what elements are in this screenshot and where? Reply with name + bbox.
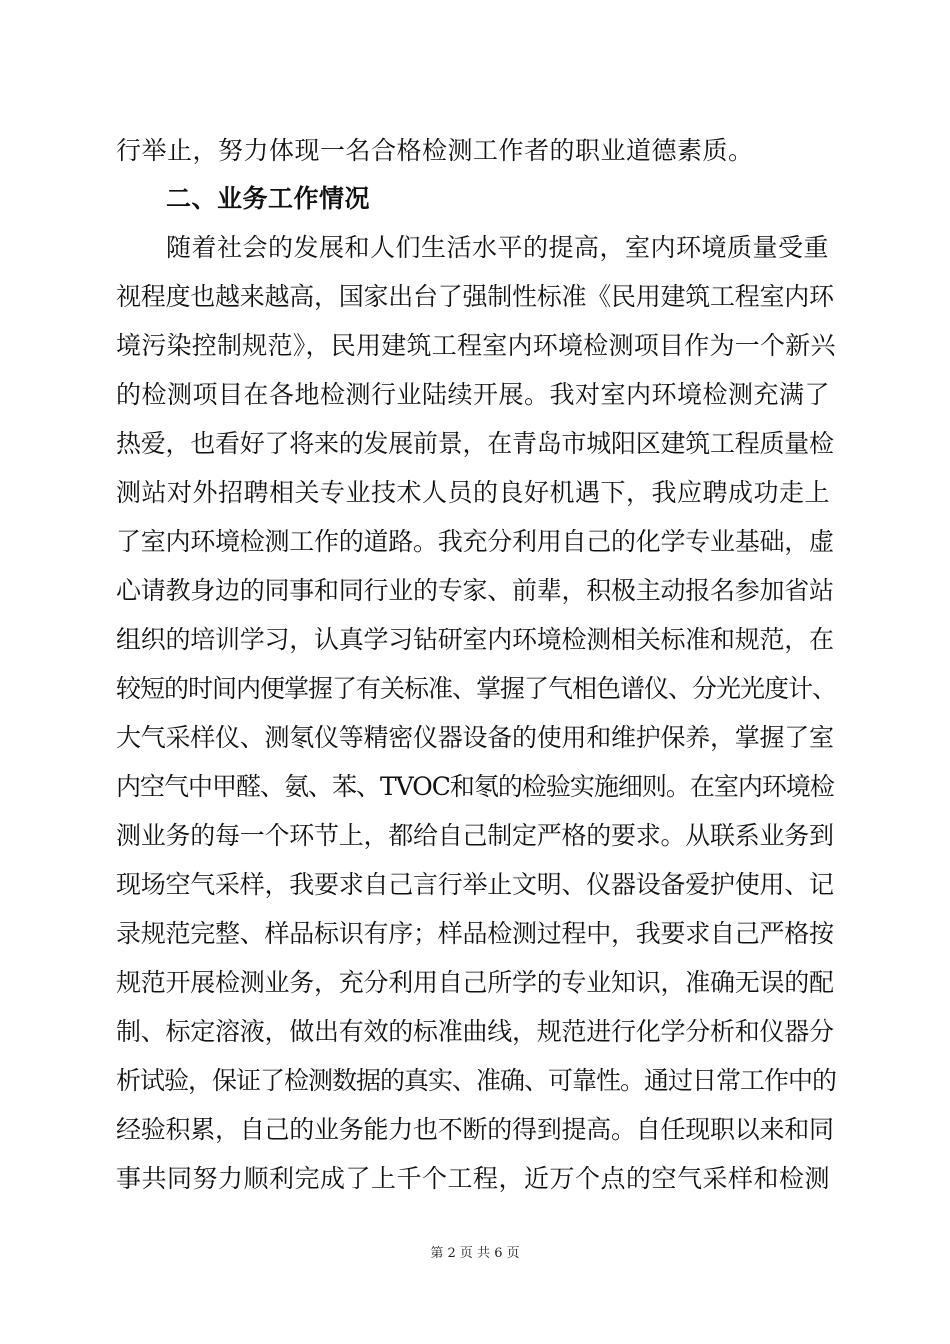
paragraph-line: 内空气中甲醛、氨、苯、TVOC和氡的检验实施细则。在室内环境检 <box>116 772 834 801</box>
paragraph-line: 大气采样仪、测氡仪等精密仪器设备的使用和维护保养，掌握了室 <box>116 723 834 752</box>
paragraph-line: 现场空气采样，我要求自己言行举止文明、仪器设备爱护使用、记 <box>116 870 834 899</box>
page-number-footer: 第 2 页 共 6 页 <box>430 1246 520 1261</box>
paragraph-line: 测站对外招聘相关专业技术人员的良好机遇下，我应聘成功走上 <box>116 478 831 507</box>
paragraph-line: 境污染控制规范》，民用建筑工程室内环境检测项目作为一个新兴 <box>116 331 836 360</box>
paragraph-line: 较短的时间内便掌握了有关标准、掌握了气相色谱仪、分光光度计、 <box>116 674 837 703</box>
paragraph-line: 心请教身边的同事和同行业的专家、前辈，积极主动报名参加省站 <box>116 576 834 605</box>
paragraph-line: 了室内环境检测工作的道路。我充分利用自己的化学专业基础，虚 <box>116 527 834 556</box>
paragraph-line: 事共同努力顺利完成了上千个工程，近万个点的空气采样和检测 <box>116 1164 831 1193</box>
section-heading: 二、业务工作情况 <box>166 184 371 213</box>
paragraph-line: 热爱，也看好了将来的发展前景，在青岛市城阳区建筑工程质量检 <box>116 429 834 458</box>
paragraph-line: 析试验，保证了检测数据的真实、准确、可靠性。通过日常工作中的 <box>116 1066 837 1095</box>
paragraph-line: 规范开展检测业务，充分利用自己所学的专业知识，准确无误的配 <box>116 968 834 997</box>
paragraph-line: 测业务的每一个环节上，都给自己制定严格的要求。从联系业务到 <box>116 821 834 850</box>
paragraph-line: 随着社会的发展和人们生活水平的提高，室内环境质量受重 <box>166 233 830 262</box>
paragraph-line: 组织的培训学习，认真学习钻研室内环境检测相关标准和规范，在 <box>116 625 834 654</box>
paragraph-line: 制、标定溶液，做出有效的标准曲线，规范进行化学分析和仪器分 <box>116 1017 834 1046</box>
paragraph-line: 的检测项目在各地检测行业陆续开展。我对室内环境检测充满了 <box>116 380 831 409</box>
paragraph-line: 行举止，努力体现一名合格检测工作者的职业道德素质。 <box>116 136 754 165</box>
paragraph-line: 视程度也越来越高，国家出台了强制性标准《民用建筑工程室内环 <box>116 282 834 311</box>
paragraph-line: 录规范完整、样品标识有序；样品检测过程中，我要求自己严格按 <box>116 919 834 948</box>
paragraph-line: 经验积累，自己的业务能力也不断的得到提高。自任现职以来和同 <box>116 1115 834 1144</box>
